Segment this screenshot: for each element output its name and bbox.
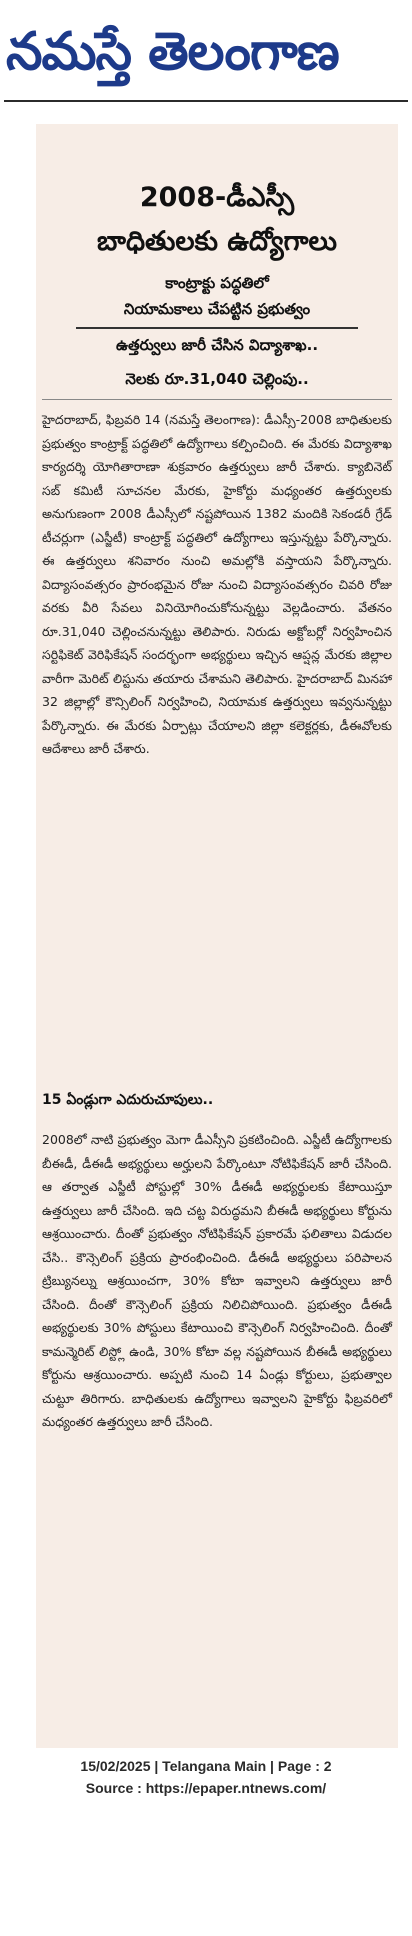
subheadline-line-4: నెలకు రూ.31,040 చెల్లింపు..	[125, 370, 309, 388]
masthead	[0, 0, 412, 108]
footer-source: Source : https://epaper.ntnews.com/	[85, 1780, 327, 1796]
newspaper-logo: నమస్తే తెలంగాణ	[6, 22, 339, 82]
subheadline-line-2: నియామకాలు చేపట్టిన ప్రభుత్వం	[123, 300, 311, 318]
article-paragraph-2: 2008లో నాటి ప్రభుత్వం మెగా డీఎస్సీని ప్రకటించింది. ఎస్జీటీ ఉద్యోగాలకు బీఈడీ, డీఈడీ అభ్యర్థులు అర్హులని పేర్కొంటూ నోటిఫికేషన్ జారీ చేసింది. ఆ తర్వాత ఎస్జీటీ పోస్టుల్లో 30% డీఈడీ అభ్యర్థులకు కేటాయిస్తూ ఉత్తర్వులు జారీ చేసింది. ఇది చట్ట విరుద్ధమని బీఈడీ అభ్యర్థులు కోర్టును ఆశ్రయించారు. దీంతో ప్రభుత్వం నోటిఫికేషన్ ప్రకారమే ఫలితాలు విడుదల చేసి.. కౌన్సెలింగ్ ప్రక్రియ ప్రారంభించింది. డీఈడీ అభ్యర్థులు పరిపాలన ట్రిబ్యునల్ను ఆశ్రయించగా, 30% కోటా ఇవ్వాలని ఉత్తర్వులు జారీ చేసింది. దీంతో కౌన్సెలింగ్ ప్రక్రియ నిలిచిపోయింది. ప్రభుత్వం డీఈడీ అభ్యర్థులకు 30% పోస్టులు కేటాయించి కౌన్సెలింగ్ నిర్వహించింది. దీంతో కామన్మెరిట్ లిస్ట్లో ఉండి, 30% కోటా వల్ల నష్టపోయిన బీఈడీ అభ్యర్థులు కోర్టును ఆశ్రయించారు. అప్పటి నుంచి 14 ఏండ్లు కోర్టులు, ప్రభుత్వాల చుట్టూ తిరిగారు. బాధితులకు ఉద్యోగాలు ఇవ్వాలని హైకోర్టు ఫిబ్రవరిలో మధ్యంతర ఉత్తర్వులు జారీ చేసింది.	[42, 1132, 392, 1429]
subheadline-line-1: కాంట్రాక్టు పద్ధతిలో	[165, 274, 269, 292]
section-heading: 15 ఏండ్లుగా ఎదురుచూపులు..	[42, 1092, 214, 1108]
subheadline-divider	[76, 327, 358, 329]
article-paragraph-1: హైదరాబాద్, ఫిబ్రవరి 14 (నమస్తే తెలంగాణ): డీఎస్సీ-2008 బాధితులకు ప్రభుత్వం కాంట్రాక్ట్ పద్ధతిలో ఉద్యోగాలు కల్పించింది. ఈ మేరకు విద్యాశాఖ కార్యదర్శి యోగితారాణా శుక్రవారం ఉత్తర్వులు జారీ చేశారు. క్యాబినెట్ సబ్ కమిటీ సూచనల మేరకు, హైకోర్టు మధ్యంతర ఉత్తర్వులకు అనుగుణంగా 2008 డీఎస్సీలో నష్టపోయిన 1382 మందికి సెకండరీ గ్రేడ్ టీచర్లుగా (ఎస్జీటీ) కాంట్రాక్ట్ పద్ధతిలో ఉద్యోగాలు ఇస్తున్నట్టు పేర్కొన్నారు. ఈ ఉత్తర్వులు శనివారం నుంచి అమల్లోకి వస్తాయని పేర్కొన్నారు. విద్యాసంవత్సరం ప్రారంభమైన రోజు నుంచి విద్యాసంవత్సరం చివరి రోజు వరకు వీరి సేవలు వినియోగించుకోనున్నట్టు వెల్లడించారు. వేతనం రూ.31,040 చెల్లించనున్నట్టు తెలిపారు. నిరుడు అక్టోబర్లో నిర్వహించిన సర్టిఫికెట్ వెరిఫికేషన్ సందర్భంగా అభ్యర్థులు ఇచ్చిన ఆప్షన్ల మేరకు జిల్లాల వారీగా మెరిట్ లిస్టును తయారు చేశామని తెలిపారు. హైదరాబాద్ మినహా 32 జిల్లాల్లో కౌన్సిలింగ్ నిర్వహించి, నియామక ఉత్తర్వులు ఇవ్వనున్నట్టు పేర్కొన్నారు. ఈ మేరకు ఏర్పాట్లు చేయాలని జిల్లా కలెక్టర్లకు, డీఈవోలకు ఆదేశాలు జారీ చేశారు.	[42, 412, 392, 756]
masthead-divider	[4, 100, 408, 102]
headline-line-1: 2008-డీఎస్సీ	[139, 182, 295, 213]
footer-date-page: 15/02/2025 | Telangana Main | Page : 2	[80, 1758, 332, 1774]
subheadline-line-3: ఉత్తర్వులు జారీ చేసిన విద్యాశాఖ..	[115, 336, 319, 354]
headline-line-2: బాధితులకు ఉద్యోగాలు	[97, 226, 337, 257]
headline-divider	[42, 399, 392, 400]
news-article	[36, 124, 398, 1748]
